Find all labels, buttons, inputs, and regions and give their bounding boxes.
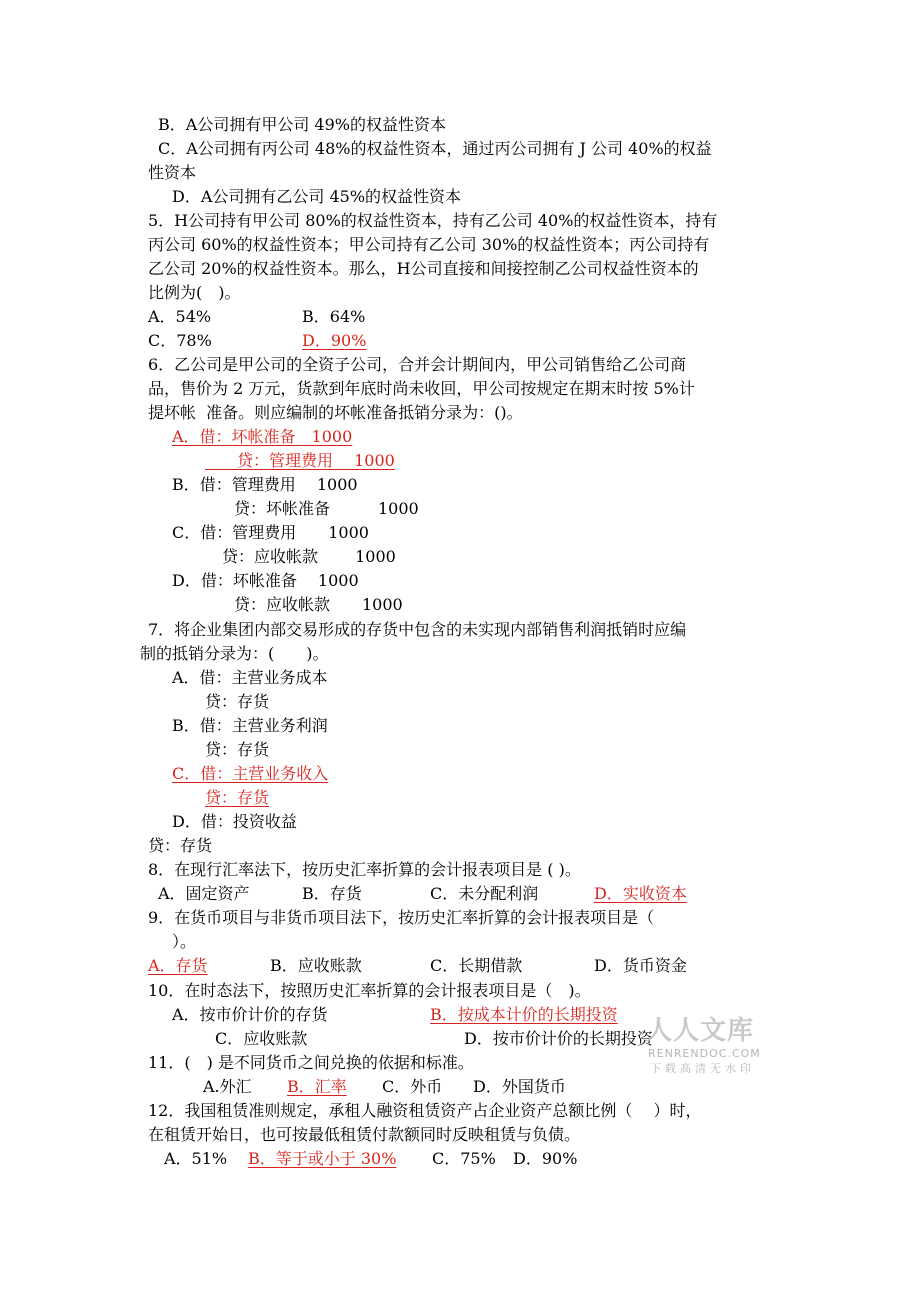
q7-text-2: 制的抵销分录为：( )。 — [140, 644, 329, 663]
q11-text: 11．( ) 是不同货币之间兑换的依据和标准。 — [148, 1053, 474, 1072]
q5-text-4: 比例为( )。 — [148, 283, 241, 302]
q4-option-c: C．A公司拥有丙公司 48%的权益性资本，通过丙公司拥有 J 公司 40%的权益 — [158, 139, 712, 158]
q4-option-c-cont: 性资本 — [148, 163, 197, 182]
q9-option-c: C．长期借款 — [430, 956, 523, 975]
q11-option-c: C．外币 — [382, 1077, 443, 1096]
q7-option-b-credit: 贷：存货 — [205, 740, 270, 759]
q7-answer-c-credit: 贷：存货 — [205, 788, 270, 807]
q7-text-1: 7．将企业集团内部交易形成的存货中包含的未实现内部销售利润抵销时应编 — [148, 620, 687, 639]
q11-answer-b: B．汇率 — [287, 1077, 347, 1096]
watermark-title: 人人文库 — [646, 1016, 755, 1046]
q12-option-d: D．90% — [513, 1149, 578, 1168]
q6-answer-a-debit: A．借：坏帐准备 1000 — [172, 427, 353, 446]
q6-option-c-debit: C．借：管理费用 1000 — [172, 523, 369, 542]
q8-option-a: A．固定资产 — [158, 884, 250, 903]
q9-answer-a: A．存货 — [148, 956, 208, 975]
q5-option-b: B．64% — [302, 307, 366, 326]
q6-text-3: 提坏帐 准备。则应编制的坏帐准备抵销分录为：()。 — [148, 403, 523, 422]
watermark-logo — [646, 1016, 776, 1080]
q7-option-d-credit: 贷：存货 — [148, 836, 213, 855]
q9-text-2: ）。 — [172, 932, 197, 951]
q12-option-a: A．51% — [164, 1149, 228, 1168]
q8-option-b: B．存货 — [302, 884, 362, 903]
q6-option-d-credit: 贷：应收帐款 1000 — [234, 595, 403, 614]
q4-option-b: B．A公司拥有甲公司 49%的权益性资本 — [158, 115, 446, 134]
q9-option-d: D．货币资金 — [594, 956, 687, 975]
q7-option-a-credit: 贷：存货 — [205, 692, 270, 711]
q9-option-b: B．应收账款 — [270, 956, 362, 975]
q4-option-d: D．A公司拥有乙公司 45%的权益性资本 — [172, 187, 462, 206]
q12-text-1: 12．我国租赁准则规定，承租人融资租赁资产占企业资产总额比例（ ）时， — [148, 1101, 702, 1120]
q10-option-a: A．按市价计价的存货 — [172, 1005, 328, 1024]
q5-answer-d: D．90% — [302, 331, 367, 350]
q10-text: 10．在时态法下，按照历史汇率折算的会计报表项目是（ )。 — [148, 981, 591, 1000]
q6-answer-a-credit: 贷：管理费用 1000 — [205, 451, 395, 470]
q7-answer-c-debit: C．借：主营业务收入 — [172, 764, 329, 783]
q10-answer-b: B．按成本计价的长期投资 — [430, 1005, 618, 1024]
q7-option-a-debit: A．借：主营业务成本 — [172, 668, 328, 687]
q12-text-2: 在租赁开始日，也可按最低租赁付款额同时反映租赁与负债。 — [148, 1125, 581, 1144]
watermark-slogan: 下载高清无水印 — [650, 1062, 755, 1075]
q6-option-b-credit: 贷：坏帐准备 1000 — [234, 499, 419, 518]
q6-option-c-credit: 贷：应收帐款 1000 — [222, 547, 396, 566]
q9-text-1: 9．在货币项目与非货币项目法下，按历史汇率折算的会计报表项目是（ — [148, 908, 655, 927]
q5-text-1: 5．H公司持有甲公司 80%的权益性资本，持有乙公司 40%的权益性资本，持有 — [148, 211, 718, 230]
q5-option-a: A．54% — [148, 307, 212, 326]
q11-option-a: A.外汇 — [203, 1077, 252, 1096]
q10-option-d: D．按市价计价的长期投资 — [464, 1029, 653, 1048]
watermark-domain: RENRENDOC.COM — [648, 1047, 761, 1060]
q8-option-c: C．未分配利润 — [430, 884, 539, 903]
q5-text-3: 乙公司 20%的权益性资本。那么，H公司直接和间接控制乙公司权益性资本的 — [148, 259, 699, 278]
q12-answer-b: B．等于或小于 30% — [248, 1149, 397, 1168]
q5-option-c: C．78% — [148, 331, 212, 350]
q7-option-d-debit: D．借：投资收益 — [172, 812, 297, 831]
q5-text-2: 丙公司 60%的权益性资本；甲公司持有乙公司 30%的权益性资本；丙公司持有 — [148, 235, 710, 254]
q8-answer-d: D．实收资本 — [594, 884, 687, 903]
q6-text-1: 6．乙公司是甲公司的全资子公司，合并会计期间内，甲公司销售给乙公司商 — [148, 355, 687, 374]
q6-option-d-debit: D．借：坏帐准备 1000 — [172, 571, 359, 590]
q11-option-d: D．外国货币 — [473, 1077, 566, 1096]
q10-option-c: C．应收账款 — [215, 1029, 308, 1048]
q7-option-b-debit: B．借：主营业务利润 — [172, 716, 328, 735]
q8-text: 8．在现行汇率法下，按历史汇率折算的会计报表项目是 ( )。 — [148, 860, 581, 879]
q6-option-b-debit: B．借：管理费用 1000 — [172, 475, 358, 494]
q12-option-c: C．75% — [432, 1149, 496, 1168]
q6-text-2: 品，售价为 2 万元，货款到年底时尚未收回，甲公司按规定在期末时按 5%计 — [148, 379, 695, 398]
